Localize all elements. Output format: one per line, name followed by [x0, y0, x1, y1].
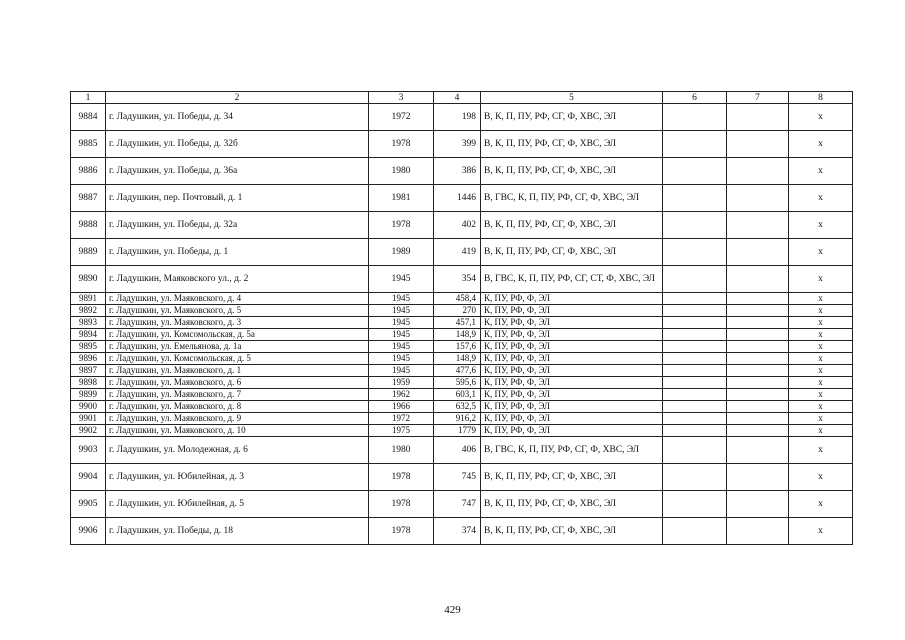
mark-cell: x — [789, 389, 853, 401]
row-number: 9891 — [71, 293, 106, 305]
year-cell: 1978 — [369, 131, 434, 158]
address-cell: г. Ладушкин, ул. Маяковского, д. 6 — [106, 377, 369, 389]
table-row — [71, 437, 853, 464]
address-cell: г. Ладушкин, ул. Юбилейная, д. 5 — [106, 491, 369, 518]
mark-cell: x — [789, 341, 853, 353]
mark-cell: x — [789, 266, 853, 293]
col7-cell — [727, 293, 789, 305]
col6-cell — [663, 389, 727, 401]
services-cell: К, ПУ, РФ, Ф, ЭЛ — [481, 353, 663, 365]
row-number: 9905 — [71, 491, 106, 518]
year-cell: 1980 — [369, 437, 434, 464]
col6-cell — [663, 437, 727, 464]
col6-cell — [663, 317, 727, 329]
col7-cell — [727, 464, 789, 491]
col7-cell — [727, 425, 789, 437]
year-cell: 1989 — [369, 239, 434, 266]
col6-cell — [663, 365, 727, 377]
page-number: 429 — [444, 604, 461, 616]
mark-cell: x — [789, 317, 853, 329]
mark-cell: x — [789, 353, 853, 365]
row-number: 9900 — [71, 401, 106, 413]
row-number: 9890 — [71, 266, 106, 293]
col7-cell — [727, 341, 789, 353]
year-cell: 1945 — [369, 329, 434, 341]
area-cell: 477,6 — [434, 365, 481, 377]
header-cell: 4 — [434, 92, 481, 104]
area-cell: 745 — [434, 464, 481, 491]
row-number: 9888 — [71, 212, 106, 239]
year-cell: 1975 — [369, 425, 434, 437]
year-cell: 1972 — [369, 104, 434, 131]
col6-cell — [663, 518, 727, 545]
address-cell: г. Ладушкин, пер. Почтовый, д. 1 — [106, 185, 369, 212]
area-cell: 632,5 — [434, 401, 481, 413]
col6-cell — [663, 353, 727, 365]
mark-cell: x — [789, 413, 853, 425]
services-cell: К, ПУ, РФ, Ф, ЭЛ — [481, 425, 663, 437]
year-cell: 1945 — [369, 305, 434, 317]
row-number: 9898 — [71, 377, 106, 389]
services-cell: К, ПУ, РФ, Ф, ЭЛ — [481, 413, 663, 425]
table-row — [71, 305, 853, 317]
year-cell: 1962 — [369, 389, 434, 401]
col6-cell — [663, 491, 727, 518]
col7-cell — [727, 185, 789, 212]
table-row — [71, 212, 853, 239]
col6-cell — [663, 377, 727, 389]
col7-cell — [727, 104, 789, 131]
address-cell: г. Ладушкин, ул. Маяковского, д. 7 — [106, 389, 369, 401]
col6-cell — [663, 131, 727, 158]
mark-cell: x — [789, 377, 853, 389]
row-number: 9893 — [71, 317, 106, 329]
row-number: 9902 — [71, 425, 106, 437]
area-cell: 402 — [434, 212, 481, 239]
table-row — [71, 425, 853, 437]
services-cell: В, К, П, ПУ, РФ, СГ, Ф, ХВС, ЭЛ — [481, 239, 663, 266]
col6-cell — [663, 305, 727, 317]
table-row — [71, 185, 853, 212]
mark-cell: x — [789, 212, 853, 239]
col7-cell — [727, 389, 789, 401]
col6-cell — [663, 158, 727, 185]
header-cell: 2 — [106, 92, 369, 104]
area-cell: 457,1 — [434, 317, 481, 329]
year-cell: 1978 — [369, 491, 434, 518]
year-cell: 1945 — [369, 341, 434, 353]
col7-cell — [727, 518, 789, 545]
col7-cell — [727, 212, 789, 239]
col6-cell — [663, 413, 727, 425]
year-cell: 1972 — [369, 413, 434, 425]
year-cell: 1980 — [369, 158, 434, 185]
year-cell: 1981 — [369, 185, 434, 212]
table-row — [71, 104, 853, 131]
col6-cell — [663, 266, 727, 293]
mark-cell: x — [789, 158, 853, 185]
services-cell: К, ПУ, РФ, Ф, ЭЛ — [481, 389, 663, 401]
address-cell: г. Ладушкин, ул. Емельянова, д. 1а — [106, 341, 369, 353]
row-number: 9896 — [71, 353, 106, 365]
row-number: 9884 — [71, 104, 106, 131]
table-row — [71, 329, 853, 341]
address-cell: г. Ладушкин, ул. Комсомольская, д. 5а — [106, 329, 369, 341]
table-row — [71, 293, 853, 305]
area-cell: 399 — [434, 131, 481, 158]
area-cell: 603,1 — [434, 389, 481, 401]
area-cell: 198 — [434, 104, 481, 131]
row-number: 9903 — [71, 437, 106, 464]
services-cell: К, ПУ, РФ, Ф, ЭЛ — [481, 341, 663, 353]
table-row — [71, 365, 853, 377]
table-row — [71, 389, 853, 401]
area-cell: 386 — [434, 158, 481, 185]
row-number: 9894 — [71, 329, 106, 341]
year-cell: 1978 — [369, 212, 434, 239]
col7-cell — [727, 401, 789, 413]
services-cell: В, К, П, ПУ, РФ, СГ, Ф, ХВС, ЭЛ — [481, 464, 663, 491]
address-cell: г. Ладушкин, ул. Победы, д. 34 — [106, 104, 369, 131]
col6-cell — [663, 329, 727, 341]
services-cell: В, К, П, ПУ, РФ, СГ, Ф, ХВС, ЭЛ — [481, 212, 663, 239]
header-cell: 1 — [71, 92, 106, 104]
mark-cell: x — [789, 425, 853, 437]
services-cell: К, ПУ, РФ, Ф, ЭЛ — [481, 329, 663, 341]
address-cell: г. Ладушкин, ул. Маяковского, д. 10 — [106, 425, 369, 437]
mark-cell: x — [789, 305, 853, 317]
area-cell: 354 — [434, 266, 481, 293]
area-cell: 1446 — [434, 185, 481, 212]
row-number: 9892 — [71, 305, 106, 317]
year-cell: 1959 — [369, 377, 434, 389]
col6-cell — [663, 425, 727, 437]
col7-cell — [727, 305, 789, 317]
services-cell: К, ПУ, РФ, Ф, ЭЛ — [481, 305, 663, 317]
year-cell: 1978 — [369, 518, 434, 545]
address-cell: г. Ладушкин, ул. Маяковского, д. 1 — [106, 365, 369, 377]
address-cell: г. Ладушкин, ул. Победы, д. 1 — [106, 239, 369, 266]
address-cell: г. Ладушкин, ул. Комсомольская, д. 5 — [106, 353, 369, 365]
area-cell: 157,6 — [434, 341, 481, 353]
col6-cell — [663, 104, 727, 131]
area-cell: 406 — [434, 437, 481, 464]
row-number: 9889 — [71, 239, 106, 266]
col7-cell — [727, 239, 789, 266]
table-row — [71, 131, 853, 158]
col7-cell — [727, 491, 789, 518]
area-cell: 148,9 — [434, 329, 481, 341]
table-row — [71, 353, 853, 365]
area-cell: 374 — [434, 518, 481, 545]
col7-cell — [727, 158, 789, 185]
mark-cell: x — [789, 464, 853, 491]
services-cell: В, ГВС, К, П, ПУ, РФ, СГ, СТ, Ф, ХВС, ЭЛ — [481, 266, 663, 293]
header-cell: 5 — [481, 92, 663, 104]
header-cell: 7 — [727, 92, 789, 104]
table-row — [71, 317, 853, 329]
services-cell: В, ГВС, К, П, ПУ, РФ, СГ, Ф, ХВС, ЭЛ — [481, 437, 663, 464]
mark-cell: x — [789, 365, 853, 377]
services-cell: В, К, П, ПУ, РФ, СГ, Ф, ХВС, ЭЛ — [481, 518, 663, 545]
mark-cell: x — [789, 518, 853, 545]
mark-cell: x — [789, 293, 853, 305]
mark-cell: x — [789, 401, 853, 413]
table-row — [71, 518, 853, 545]
area-cell: 1779 — [434, 425, 481, 437]
housing-table — [70, 91, 853, 545]
year-cell: 1945 — [369, 266, 434, 293]
address-cell: г. Ладушкин, ул. Юбилейная, д. 3 — [106, 464, 369, 491]
row-number: 9886 — [71, 158, 106, 185]
table-row — [71, 401, 853, 413]
header-cell: 6 — [663, 92, 727, 104]
services-cell: К, ПУ, РФ, Ф, ЭЛ — [481, 293, 663, 305]
row-number: 9901 — [71, 413, 106, 425]
col6-cell — [663, 341, 727, 353]
row-number: 9897 — [71, 365, 106, 377]
row-number: 9887 — [71, 185, 106, 212]
table-row — [71, 413, 853, 425]
col7-cell — [727, 317, 789, 329]
address-cell: г. Ладушкин, ул. Победы, д. 32а — [106, 212, 369, 239]
table-body — [71, 92, 853, 545]
services-cell: В, К, П, ПУ, РФ, СГ, Ф, ХВС, ЭЛ — [481, 158, 663, 185]
row-number: 9904 — [71, 464, 106, 491]
mark-cell: x — [789, 185, 853, 212]
services-cell: К, ПУ, РФ, Ф, ЭЛ — [481, 401, 663, 413]
col7-cell — [727, 353, 789, 365]
col7-cell — [727, 266, 789, 293]
col6-cell — [663, 239, 727, 266]
area-cell: 595,6 — [434, 377, 481, 389]
table-row — [71, 266, 853, 293]
row-number: 9885 — [71, 131, 106, 158]
col6-cell — [663, 464, 727, 491]
col7-cell — [727, 413, 789, 425]
services-cell: К, ПУ, РФ, Ф, ЭЛ — [481, 317, 663, 329]
row-number: 9895 — [71, 341, 106, 353]
address-cell: г. Ладушкин, ул. Маяковского, д. 9 — [106, 413, 369, 425]
address-cell: г. Ладушкин, ул. Маяковского, д. 8 — [106, 401, 369, 413]
area-cell: 419 — [434, 239, 481, 266]
mark-cell: x — [789, 131, 853, 158]
services-cell: В, К, П, ПУ, РФ, СГ, Ф, ХВС, ЭЛ — [481, 131, 663, 158]
row-number: 9906 — [71, 518, 106, 545]
area-cell: 458,4 — [434, 293, 481, 305]
header-cell: 8 — [789, 92, 853, 104]
mark-cell: x — [789, 104, 853, 131]
col7-cell — [727, 329, 789, 341]
col6-cell — [663, 401, 727, 413]
services-cell: В, К, П, ПУ, РФ, СГ, Ф, ХВС, ЭЛ — [481, 491, 663, 518]
area-cell: 270 — [434, 305, 481, 317]
year-cell: 1945 — [369, 365, 434, 377]
year-cell: 1945 — [369, 317, 434, 329]
address-cell: г. Ладушкин, ул. Маяковского, д. 3 — [106, 317, 369, 329]
table-row — [71, 239, 853, 266]
services-cell: К, ПУ, РФ, Ф, ЭЛ — [481, 377, 663, 389]
area-cell: 916,2 — [434, 413, 481, 425]
table-row — [71, 158, 853, 185]
table-row — [71, 341, 853, 353]
year-cell: 1978 — [369, 464, 434, 491]
address-cell: г. Ладушкин, ул. Победы, д. 18 — [106, 518, 369, 545]
col7-cell — [727, 377, 789, 389]
area-cell: 148,9 — [434, 353, 481, 365]
table-row — [71, 491, 853, 518]
address-cell: г. Ладушкин, Маяковского ул., д. 2 — [106, 266, 369, 293]
address-cell: г. Ладушкин, ул. Маяковского, д. 4 — [106, 293, 369, 305]
address-cell: г. Ладушкин, ул. Маяковского, д. 5 — [106, 305, 369, 317]
services-cell: К, ПУ, РФ, Ф, ЭЛ — [481, 365, 663, 377]
col7-cell — [727, 365, 789, 377]
year-cell: 1945 — [369, 293, 434, 305]
mark-cell: x — [789, 491, 853, 518]
year-cell: 1966 — [369, 401, 434, 413]
table-row — [71, 464, 853, 491]
address-cell: г. Ладушкин, ул. Победы, д. 32б — [106, 131, 369, 158]
mark-cell: x — [789, 239, 853, 266]
col6-cell — [663, 185, 727, 212]
year-cell: 1945 — [369, 353, 434, 365]
services-cell: В, ГВС, К, П, ПУ, РФ, СГ, Ф, ХВС, ЭЛ — [481, 185, 663, 212]
header-cell: 3 — [369, 92, 434, 104]
col7-cell — [727, 131, 789, 158]
col6-cell — [663, 293, 727, 305]
col7-cell — [727, 437, 789, 464]
services-cell: В, К, П, ПУ, РФ, СГ, Ф, ХВС, ЭЛ — [481, 104, 663, 131]
area-cell: 747 — [434, 491, 481, 518]
mark-cell: x — [789, 329, 853, 341]
mark-cell: x — [789, 437, 853, 464]
header-row — [71, 92, 853, 104]
col6-cell — [663, 212, 727, 239]
row-number: 9899 — [71, 389, 106, 401]
address-cell: г. Ладушкин, ул. Молодежная, д. 6 — [106, 437, 369, 464]
table-row — [71, 377, 853, 389]
address-cell: г. Ладушкин, ул. Победы, д. 36а — [106, 158, 369, 185]
